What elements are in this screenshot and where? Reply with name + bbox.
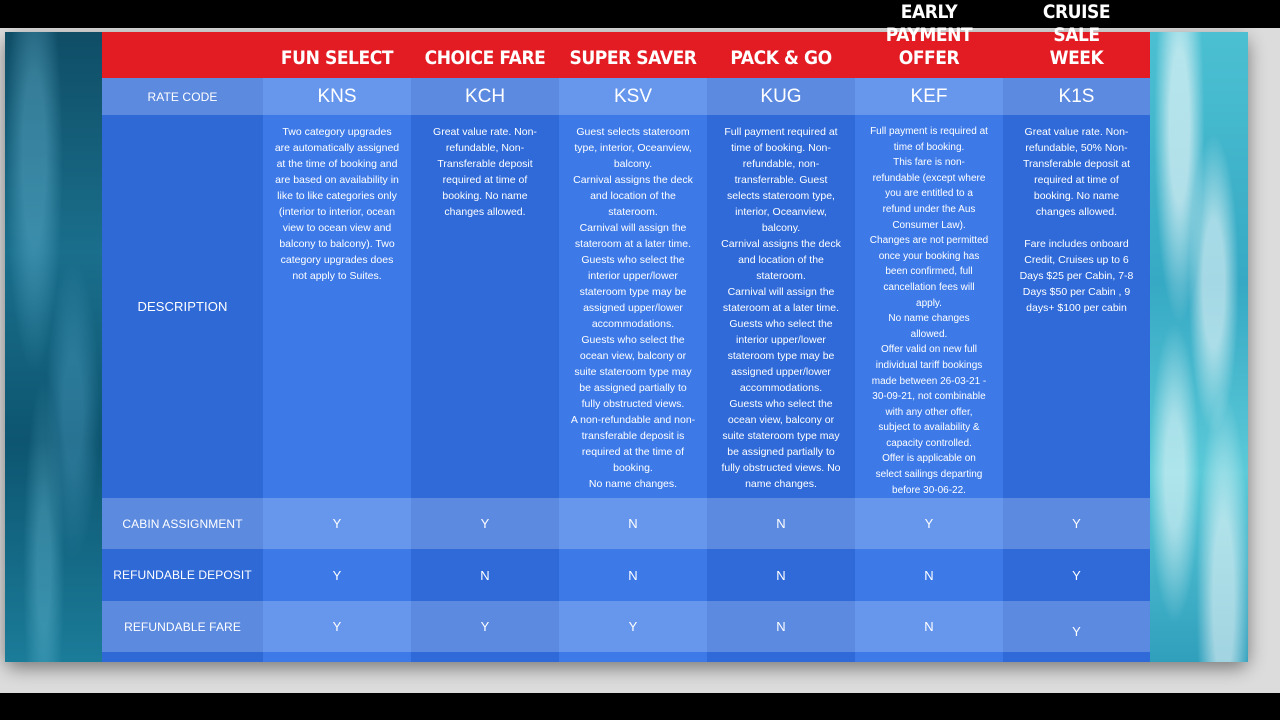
cabin-assignment-super-saver: N [628, 516, 638, 531]
description-early-payment: Full payment is required at time of booking. This fare is non- refundable (except where you are entitled to a refund under the Aus Consumer Law). Changes are not permitted once your booking has been confirmed, full cancellation fees will apply. No name changes allowed. Offer valid on new full individual tariff bookings made between 26-03-21 - 30-09-21, not combinable with any other offer, subject to availability & capacity controlled. Offer is applicable on select sailings departing before 30-06-22. [869, 126, 989, 496]
row-label-refundable-deposit: REFUNDABLE DEPOSIT [113, 568, 252, 582]
fare-comparison-table [102, 1, 1150, 662]
refundable-fare-pack-and-go: N [776, 619, 786, 634]
cabin-assignment-fun-select: Y [332, 516, 342, 531]
rate-code-pack-and-go: KUG [760, 85, 802, 107]
refundable-deposit-choice-fare: N [480, 567, 490, 583]
row-label-rate-code: RATE CODE [147, 89, 218, 104]
refundable-fare-fun-select: Y [332, 619, 342, 634]
row-label-cabin-assignment: CABIN ASSIGNMENT [122, 516, 243, 531]
refundable-deposit-cruise-sale: Y [1072, 567, 1081, 583]
cabin-assignment-early-payment: Y [924, 516, 934, 531]
refundable-deposit-super-saver: N [628, 567, 638, 583]
rate-code-cruise-sale: K1S [1058, 85, 1095, 107]
rate-code-super-saver: KSV [613, 85, 653, 107]
header-pack-and-go: PACK & GO [730, 47, 832, 69]
image-window [5, 1, 1248, 662]
refundable-deposit-pack-and-go: N [776, 567, 786, 583]
description-cruise-sale: Great value rate. Non- refundable, 50% Non- Transferable deposit at required at time of booking. No name changes allowed. Fare includes onboard Credit, Cruises up to 6 Days $25 per Cabin, 7-8 Days $50 per Cabin , 9 days+ $100 per cabin [1019, 126, 1134, 314]
rate-code-choice-fare: KCH [464, 85, 506, 107]
cabin-assignment-choice-fare: Y [480, 516, 490, 531]
cabin-assignment-pack-and-go: N [776, 516, 786, 531]
refundable-fare-super-saver: Y [628, 619, 638, 634]
ocean-background-right [1150, 32, 1248, 662]
refundable-fare-choice-fare: Y [480, 619, 490, 634]
header-choice-fare: CHOICE FARE [424, 47, 546, 69]
screen [0, 1, 1280, 693]
description-pack-and-go: Full payment required at time of booking. Non- refundable, non- transferrable. Guest selects stateroom type, interior, Oceanview, balcony. Carnival assigns the deck and location of the stateroom. Carnival will assign the stateroom at a later time. Guests who select the interior upper/lower stateroom type may be assigned upper/lower accommodations. Guests who select the ocean view, balcony or suite stateroom type may be assigned partially to fully obstructed views. No name changes. [721, 126, 841, 490]
header-super-saver: SUPER SAVER [569, 47, 697, 69]
row-label-description: DESCRIPTION [137, 299, 228, 314]
cabin-assignment-cruise-sale: Y [1072, 516, 1081, 531]
refundable-deposit-fun-select: Y [332, 567, 342, 583]
refundable-deposit-early-payment: N [924, 567, 934, 583]
ocean-background-left [5, 32, 102, 662]
refundable-fare-early-payment: N [924, 619, 934, 634]
header-fun-select: FUN SELECT [280, 47, 394, 69]
rate-code-fun-select: KNS [317, 85, 357, 107]
description-choice-fare: Great value rate. Non- refundable, Non- Transferable deposit required at time of booking. No name changes allowed. [433, 126, 537, 218]
description-fun-select: Two category upgrades are automatically assigned at the time of booking and are based on availability in like to like categories only (interior to interior, ocean view to ocean view and balcony to balcony). Two category upgrades does not apply to Suites. [274, 126, 400, 282]
header-row [102, 1, 1150, 78]
description-super-saver: Guest selects stateroom type, interior, Oceanview, balcony. Carnival assigns the deck and location of the stateroom. Carnival will assign the stateroom at a later time. Guests who select the interior upper/lower stateroom type may be assigned upper/lower accommodations. Guests who select the ocean view, balcony or suite stateroom type may be assigned partially to fully obstructed views. A non-refundable and non- transferable deposit is required at the time of booking. No name changes. [570, 126, 696, 490]
refundable-fare-cruise-sale: Y [1072, 624, 1081, 639]
header-cruise-sale: CRUISE SALE WEEK [1042, 1, 1111, 69]
header-early-payment: EARLY PAYMENT OFFER [885, 1, 973, 69]
letterbox-bar [0, 693, 1280, 720]
row-label-refundable-fare: REFUNDABLE FARE [124, 619, 241, 634]
rate-code-early-payment: KEF [910, 85, 948, 107]
